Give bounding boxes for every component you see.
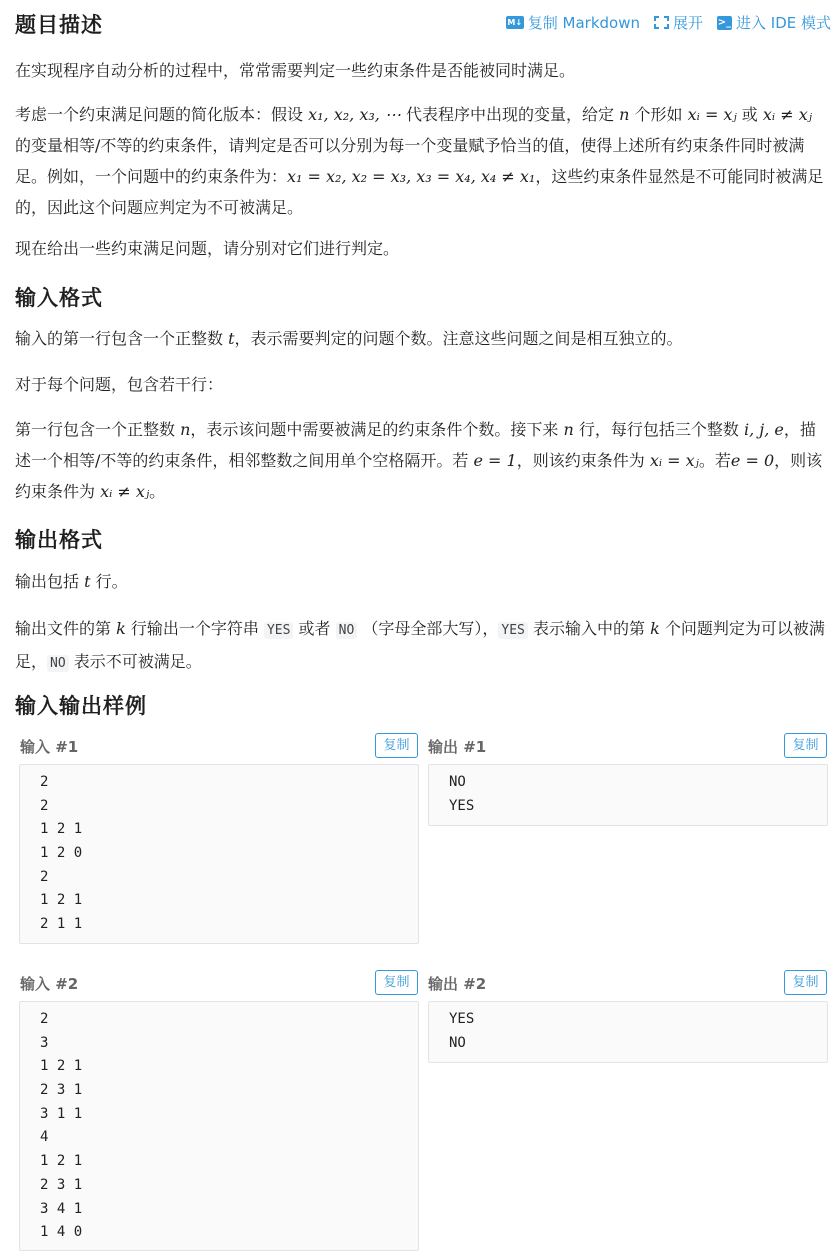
- header-actions: [506, 12, 831, 33]
- input-paragraph-2: 对于每个问题，包含若干行：: [15, 375, 224, 394]
- sample-2-output-box[interactable]: [428, 1001, 828, 1063]
- markdown-icon: M↓: [507, 18, 523, 27]
- description-paragraph-2: 考虑一个约束满足问题的简化版本：假设 x₁, x₂, x₃, ⋯ 代表程序中出现的变量，给定 n 个形如 xᵢ = xⱼ 或 xᵢ ≠ xⱼ 的变量相等/不等的约束条件，请判定是否可以分别为每一个变量赋予恰当的值，使得上述所有约束条件同时被满足。例如，一个问题中的约束条件为：x₁ = x₂, x₂ = x₃, x₃ = x₄, x₄ ≠ x₁，这些约束条件显然是不可能同时被满足的，因此这个问题应判定为不可被满足。: [15, 105, 824, 217]
- inline-code-yes: YES: [264, 622, 293, 639]
- code-line: 2: [40, 1011, 49, 1027]
- sample-2-output-label: 输出 #2: [428, 975, 487, 993]
- sample-2-output-lines: [429, 1002, 827, 1051]
- description-title: 题目描述: [15, 13, 103, 37]
- code-line: YES: [449, 1011, 475, 1027]
- samples-title: 输入输出样例: [15, 694, 147, 718]
- inline-code-no: NO: [47, 655, 69, 672]
- code-line: 1 2 1: [40, 1058, 83, 1075]
- enter-ide-label: 进入 IDE 模式: [736, 14, 831, 32]
- expand-icon: [654, 16, 669, 29]
- sample-1-input-box[interactable]: [19, 764, 419, 944]
- header-row: [0, 0, 835, 46]
- output-format-title: 输出格式: [15, 528, 103, 552]
- inline-code-yes: YES: [498, 622, 527, 639]
- sample-1-output-label: 输出 #1: [428, 738, 487, 756]
- input-format-title: 输入格式: [15, 286, 103, 310]
- description-paragraph-1: 在实现程序自动分析的过程中，常常需要判定一些约束条件是否能被同时满足。: [15, 61, 576, 80]
- sample-2-input-box[interactable]: [19, 1001, 419, 1251]
- code-line: 3 1 1: [40, 1105, 83, 1122]
- expand-label: 展开: [672, 14, 703, 32]
- description-paragraph-3: 现在给出一些约束满足问题，请分别对它们进行判定。: [15, 239, 400, 258]
- code-line: 2: [40, 774, 49, 790]
- sample-1-output-lines: [429, 765, 827, 814]
- sample-2-input-lines: [20, 1002, 418, 1241]
- copy-sample-1-output-button[interactable]: 复制: [784, 733, 827, 758]
- code-line: 1 2 1: [40, 892, 83, 909]
- code-line: 3: [40, 1034, 49, 1051]
- copy-sample-2-output-button[interactable]: 复制: [784, 970, 827, 995]
- code-line: 2 3 1: [40, 1176, 83, 1193]
- code-line: 2: [40, 868, 49, 885]
- code-line: 2: [40, 797, 49, 814]
- sample-1-input-label: 输入 #1: [20, 738, 79, 756]
- code-line: 4: [40, 1129, 49, 1146]
- sample-1-input-lines: [20, 765, 418, 933]
- inline-code-no: NO: [336, 622, 358, 639]
- expand-button[interactable]: [654, 12, 703, 33]
- copy-sample-1-input-button[interactable]: 复制: [375, 733, 418, 758]
- copy-markdown-label: 复制 Markdown: [527, 14, 640, 32]
- input-paragraph-3: 第一行包含一个正整数 n，表示该问题中需要被满足的约束条件个数。接下来 n 行，每行包括三个整数 i, j, e，描述一个相等/不等的约束条件，相邻整数之间用单个空格隔开。若 e = 1，则该约束条件为 xᵢ = xⱼ。若e = 0，则该约束条件为 xᵢ ≠ xⱼ。: [15, 420, 823, 501]
- code-line: NO: [449, 774, 466, 790]
- math-example: x₁ = x₂, x₂ = x₃, x₃ = x₄, x₄ ≠ x₁: [287, 167, 536, 186]
- code-line: 2 3 1: [40, 1082, 83, 1099]
- sample-1-output-box[interactable]: [428, 764, 828, 826]
- math-not-equal: xᵢ ≠ xⱼ: [762, 105, 812, 124]
- code-line: NO: [449, 1034, 466, 1051]
- terminal-icon: >_: [717, 16, 732, 28]
- math-variables: x₁, x₂, x₃, ⋯: [308, 105, 401, 124]
- code-line: 1 2 1: [40, 1153, 83, 1170]
- math-n: n: [619, 105, 630, 124]
- output-paragraph-1: 输出包括 t 行。: [15, 572, 128, 591]
- enter-ide-button[interactable]: [717, 12, 831, 33]
- output-paragraph-2: 输出文件的第 k 行输出一个字符串 YES 或者 NO （字母全部大写）， YES 表示输入中的第 k 个问题判定为可以被满足， NO 表示不可被满足。: [15, 619, 825, 671]
- math-equal: xᵢ = xⱼ: [687, 105, 737, 124]
- code-line: 2 1 1: [40, 916, 83, 933]
- sample-2-input-label: 输入 #2: [20, 975, 79, 993]
- input-paragraph-1: 输入的第一行包含一个正整数 t，表示需要判定的问题个数。注意这些问题之间是相互独立的。: [15, 329, 683, 348]
- copy-sample-2-input-button[interactable]: 复制: [375, 970, 418, 995]
- code-line: YES: [449, 797, 475, 814]
- copy-markdown-button[interactable]: [506, 12, 640, 33]
- code-line: 3 4 1: [40, 1200, 83, 1217]
- code-line: 1 2 1: [40, 821, 83, 838]
- code-line: 1 2 0: [40, 845, 83, 862]
- code-line: 1 4 0: [40, 1224, 83, 1241]
